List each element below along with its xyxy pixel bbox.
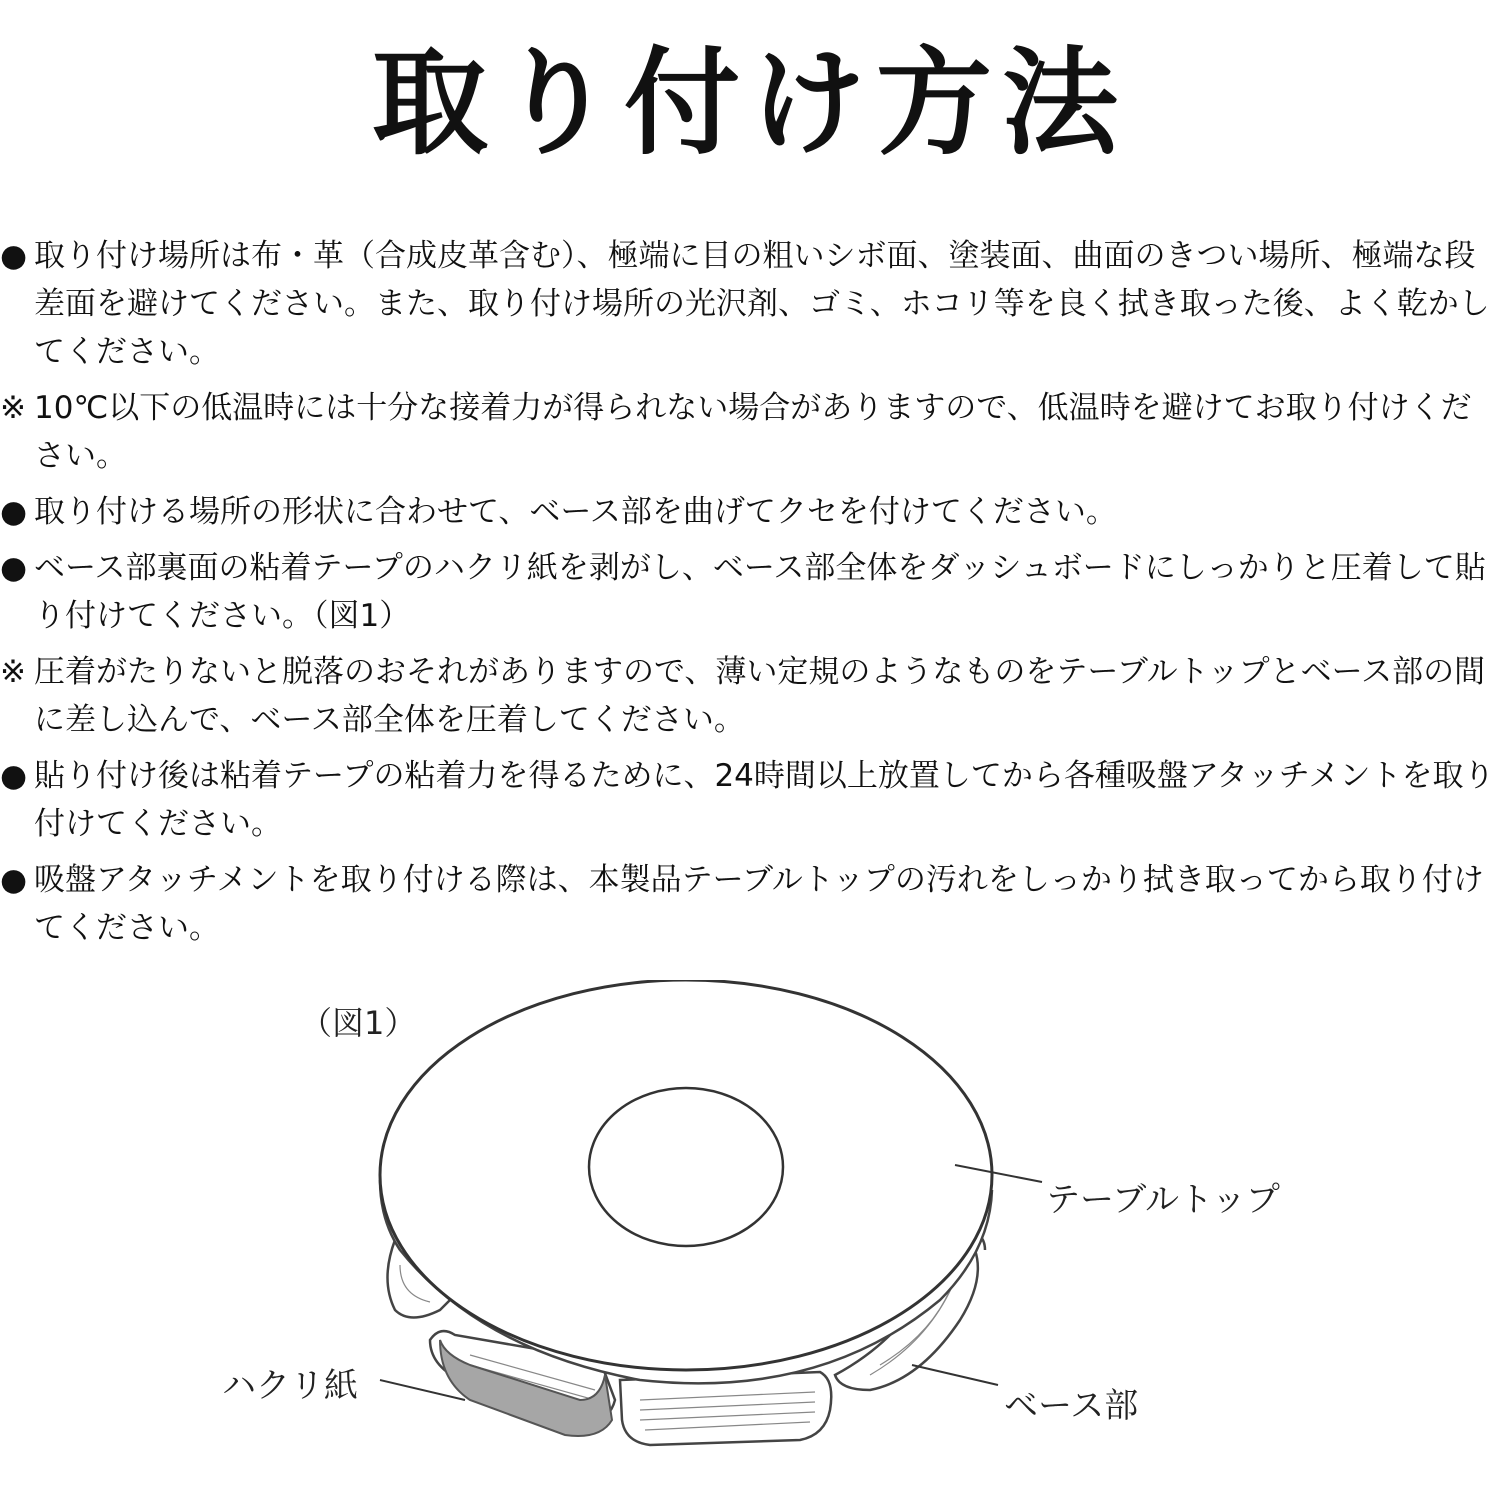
release-paper-label: ハクリ紙: [222, 1366, 358, 1406]
figure-caption: （図1）: [300, 1004, 417, 1042]
instruction-item: [0, 488, 1500, 536]
instruction-text: 取り付け場所は布・革（合成皮革含む）、極端に目の粗いシボ面、塗装面、曲面のきつい場所、極端な段差面を避けてください。また、取り付け場所の光沢剤、ゴミ、ホコリ等を良く拭き取った後、よく乾かしてください。: [34, 238, 1490, 370]
bullet-mark: ●: [0, 238, 28, 274]
note-item: [0, 648, 1500, 744]
note-mark: ※: [0, 654, 26, 690]
bullet-mark: ●: [0, 758, 28, 794]
instruction-item: [0, 856, 1500, 952]
note-text: 圧着がたりないと脱落のおそれがありますので、薄い定規のようなものをテーブルトップとベース部の間に差し込んで、ベース部全体を圧着してください。: [34, 654, 1486, 738]
tabletop-label: テーブルトップ: [1046, 1180, 1280, 1220]
note-text: 10℃以下の低温時には十分な接着力が得られない場合がありますので、低温時を避けてお取り付けください。: [34, 390, 1472, 474]
bullet-mark: ●: [0, 550, 28, 586]
instruction-item: [0, 752, 1500, 848]
instruction-text: 吸盤アタッチメントを取り付ける際は、本製品テーブルトップの汚れをしっかり拭き取ってから取り付けてください。: [34, 862, 1484, 946]
base-leader-line: [912, 1365, 998, 1385]
figure-1: [0, 980, 1500, 1500]
page-title: 取り付け方法: [372, 36, 1128, 171]
bullet-mark: ●: [0, 494, 28, 530]
instruction-item: [0, 544, 1500, 640]
center-circle: [589, 1088, 783, 1246]
mount-illustration: [0, 980, 1500, 1500]
instruction-item: [0, 232, 1500, 376]
instruction-text: 取り付ける場所の形状に合わせて、ベース部を曲げてクセを付けてください。: [34, 494, 1117, 530]
base-label: ベース部: [1004, 1386, 1139, 1426]
note-mark: ※: [0, 390, 26, 426]
instruction-text: ベース部裏面の粘着テープのハクリ紙を剥がし、ベース部全体をダッシュボードにしっかりと圧着して貼り付けてください。（図1）: [34, 550, 1486, 634]
bullet-mark: ●: [0, 862, 28, 898]
instruction-list: [0, 232, 1500, 960]
instruction-text: 貼り付け後は粘着テープの粘着力を得るために、24時間以上放置してから各種吸盤アタッチメントを取り付けてください。: [34, 758, 1495, 842]
note-item: [0, 384, 1500, 480]
